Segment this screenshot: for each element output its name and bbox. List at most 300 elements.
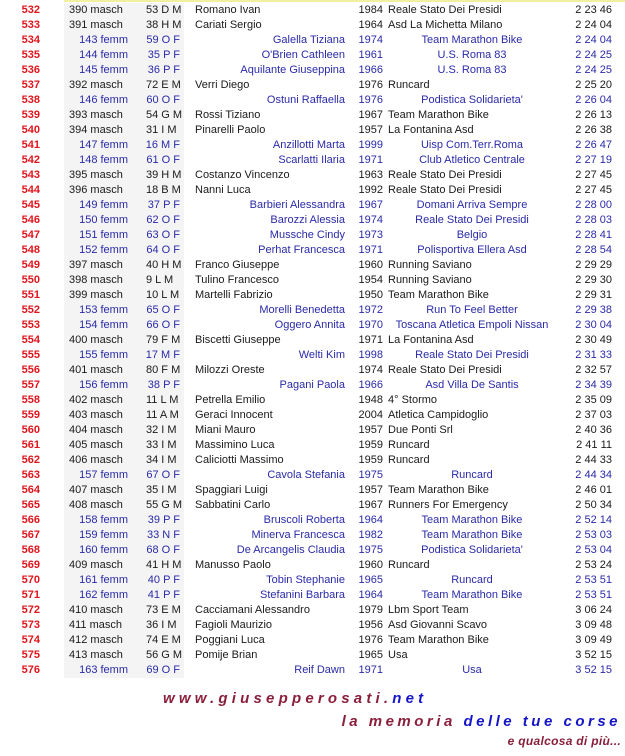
rank-cell: 552 (21, 304, 40, 316)
birth-year-cell: 1960 (358, 559, 383, 571)
athlete-name-cell: Barozzi Alessia (270, 214, 345, 226)
table-row (0, 228, 625, 243)
finish-time-cell: 2 35 09 (575, 394, 612, 406)
gender-position-cell: 161 femm (79, 574, 128, 586)
table-row (0, 618, 625, 633)
gender-position-cell: 394 masch (69, 124, 123, 136)
category-position-cell: 18 B M (146, 184, 181, 196)
finish-time-cell: 3 09 48 (575, 619, 612, 631)
gender-position-cell: 149 femm (79, 199, 128, 211)
rank-cell: 533 (21, 19, 40, 31)
rank-cell: 564 (21, 484, 40, 496)
tagline (342, 713, 621, 730)
gender-position-cell: 152 femm (79, 244, 128, 256)
gender-position-cell: 148 femm (79, 154, 128, 166)
birth-year-cell: 1963 (358, 169, 383, 181)
category-position-cell: 53 D M (146, 4, 182, 16)
rank-cell: 532 (21, 4, 40, 16)
gender-position-cell: 405 masch (69, 439, 123, 451)
rank-cell: 554 (21, 334, 40, 346)
category-position-cell: 80 F M (146, 364, 181, 376)
athlete-name-cell: Stefanini Barbara (260, 589, 345, 601)
athlete-name-cell: Verri Diego (195, 79, 250, 91)
birth-year-cell: 1972 (358, 304, 383, 316)
athlete-name-cell: Miani Mauro (195, 424, 256, 436)
athlete-name-cell: Fagioli Maurizio (195, 619, 273, 631)
rank-cell: 547 (21, 229, 40, 241)
team-cell: La Fontanina Asd (388, 334, 474, 346)
team-cell: Reale Stato Dei Presidi (415, 349, 529, 361)
category-position-cell: 64 O F (146, 244, 180, 256)
team-cell: Team Marathon Bike (421, 34, 523, 46)
team-cell: 4° Stormo (388, 394, 438, 406)
category-position-cell: 66 O F (146, 319, 180, 331)
table-row (0, 108, 625, 123)
gender-position-cell: 395 masch (69, 169, 123, 181)
table-row (0, 528, 625, 543)
athlete-name-cell: Nanni Luca (195, 184, 251, 196)
gender-position-cell: 146 femm (79, 94, 128, 106)
finish-time-cell: 2 53 51 (575, 589, 612, 601)
gender-position-cell: 397 masch (69, 259, 123, 271)
athlete-name-cell: Manusso Paolo (195, 559, 271, 571)
table-row (0, 483, 625, 498)
table-row (0, 138, 625, 153)
table-row (0, 393, 625, 408)
table-row (0, 408, 625, 423)
team-cell: Asd Giovanni Scavo (388, 619, 488, 631)
rank-cell: 545 (21, 199, 40, 211)
table-row (0, 3, 625, 18)
athlete-name-cell: Pinarelli Paolo (195, 124, 266, 136)
finish-time-cell: 2 53 03 (575, 529, 612, 541)
category-position-cell: 35 P F (147, 49, 180, 61)
rank-cell: 561 (21, 439, 40, 451)
gender-position-cell: 157 femm (79, 469, 128, 481)
birth-year-cell: 1974 (358, 364, 383, 376)
birth-year-cell: 1971 (358, 664, 383, 676)
birth-year-cell: 1966 (358, 379, 383, 391)
team-cell: Podistica Solidarieta' (421, 544, 523, 556)
athlete-name-cell: Petrella Emilio (195, 394, 266, 406)
team-cell: Team Marathon Bike (388, 634, 489, 646)
athlete-name-cell: Sabbatini Carlo (195, 499, 271, 511)
gender-position-cell: 410 masch (69, 604, 123, 616)
team-cell: U.S. Roma 83 (437, 64, 507, 76)
site-footer (0, 686, 625, 756)
tagline-part2: delle tue corse (463, 713, 621, 730)
birth-year-cell: 1971 (358, 244, 383, 256)
category-position-cell: 62 O F (146, 214, 180, 226)
rank-cell: 536 (21, 64, 40, 76)
finish-time-cell: 2 26 38 (575, 124, 612, 136)
category-position-cell: 61 O F (146, 154, 180, 166)
rank-cell: 548 (21, 244, 40, 256)
athlete-name-cell: Bruscoli Roberta (263, 514, 345, 526)
rank-cell: 553 (21, 319, 40, 331)
category-position-cell: 73 E M (146, 604, 181, 616)
category-position-cell: 74 E M (146, 634, 181, 646)
birth-year-cell: 1975 (358, 469, 383, 481)
athlete-name-cell: Aquilante Giuseppina (240, 64, 345, 76)
gender-position-cell: 390 masch (69, 4, 123, 16)
table-row (0, 93, 625, 108)
rank-cell: 575 (21, 649, 40, 661)
birth-year-cell: 1965 (358, 574, 383, 586)
gender-position-cell: 399 masch (69, 289, 123, 301)
table-row (0, 63, 625, 78)
athlete-name-cell: Oggero Annita (274, 319, 345, 331)
team-cell: Reale Stato Dei Presidi (388, 169, 502, 181)
finish-time-cell: 3 52 15 (575, 649, 612, 661)
category-position-cell: 55 G M (146, 499, 183, 511)
team-cell: U.S. Roma 83 (437, 49, 507, 61)
birth-year-cell: 1999 (358, 139, 383, 151)
category-position-cell: 39 H M (146, 169, 182, 181)
birth-year-cell: 2004 (358, 409, 383, 421)
rank-cell: 556 (21, 364, 40, 376)
birth-year-cell: 1973 (358, 229, 383, 241)
finish-time-cell: 3 06 24 (575, 604, 612, 616)
table-row (0, 123, 625, 138)
tagline-secondary: e qualcosa di più... (507, 734, 621, 748)
finish-time-cell: 2 41 11 (576, 439, 612, 451)
finish-time-cell: 2 27 45 (575, 184, 612, 196)
category-position-cell: 54 G M (146, 109, 183, 121)
table-row (0, 648, 625, 663)
birth-year-cell: 1974 (358, 34, 383, 46)
athlete-name-cell: Welti Kim (298, 349, 345, 361)
table-row (0, 213, 625, 228)
gender-position-cell: 396 masch (69, 184, 123, 196)
birth-year-cell: 1964 (358, 589, 383, 601)
gender-position-cell: 398 masch (69, 274, 123, 286)
finish-time-cell: 2 44 33 (575, 454, 612, 466)
athlete-name-cell: Ostuni Raffaella (266, 94, 345, 106)
category-position-cell: 40 H M (146, 259, 182, 271)
rank-cell: 559 (21, 409, 40, 421)
birth-year-cell: 1971 (358, 154, 383, 166)
rank-cell: 562 (21, 454, 40, 466)
gender-position-cell: 404 masch (69, 424, 123, 436)
team-cell: Running Saviano (388, 274, 472, 286)
rank-cell: 538 (21, 94, 40, 106)
category-position-cell: 31 I M (146, 124, 177, 136)
team-cell: Runcard (451, 574, 493, 586)
table-row (0, 18, 625, 33)
gender-position-cell: 163 femm (79, 664, 128, 676)
team-cell: Runcard (451, 469, 493, 481)
birth-year-cell: 1976 (358, 634, 383, 646)
athlete-name-cell: Anzillotti Marta (272, 139, 345, 151)
athlete-name-cell: Caliciotti Massimo (195, 454, 284, 466)
category-position-cell: 17 M F (145, 349, 180, 361)
table-row (0, 183, 625, 198)
birth-year-cell: 1950 (358, 289, 383, 301)
athlete-name-cell: Cariati Sergio (195, 19, 262, 31)
rank-cell: 543 (21, 169, 40, 181)
category-position-cell: 37 P F (147, 199, 180, 211)
rank-cell: 555 (21, 349, 40, 361)
birth-year-cell: 1959 (358, 454, 383, 466)
gender-position-cell: 151 femm (79, 229, 128, 241)
table-row (0, 513, 625, 528)
rank-cell: 569 (21, 559, 40, 571)
birth-year-cell: 1975 (358, 544, 383, 556)
birth-year-cell: 1979 (358, 604, 383, 616)
team-cell: Polisportiva Ellera Asd (417, 244, 527, 256)
athlete-name-cell: Costanzo Vincenzo (195, 169, 290, 181)
team-cell: Team Marathon Bike (388, 289, 489, 301)
rank-cell: 541 (21, 139, 40, 151)
rank-cell: 551 (21, 289, 40, 301)
finish-time-cell: 2 53 24 (575, 559, 612, 571)
finish-time-cell: 2 32 57 (575, 364, 612, 376)
finish-time-cell: 2 25 20 (575, 79, 612, 91)
rank-cell: 571 (21, 589, 40, 601)
gender-position-cell: 159 femm (79, 529, 128, 541)
athlete-name-cell: Romano Ivan (195, 4, 261, 16)
category-position-cell: 39 P F (147, 514, 180, 526)
team-cell: Belgio (456, 229, 488, 241)
category-position-cell: 72 E M (146, 79, 181, 91)
table-row (0, 633, 625, 648)
finish-time-cell: 2 23 46 (575, 4, 612, 16)
table-row (0, 588, 625, 603)
category-position-cell: 67 O F (146, 469, 180, 481)
team-cell: Domani Arriva Sempre (416, 199, 528, 211)
finish-time-cell: 2 27 45 (575, 169, 612, 181)
finish-time-cell: 2 28 41 (575, 229, 612, 241)
athlete-name-cell: Martelli Fabrizio (195, 289, 273, 301)
category-position-cell: 16 M F (145, 139, 180, 151)
athlete-name-cell: Pomije Brian (195, 649, 258, 661)
birth-year-cell: 1960 (358, 259, 383, 271)
athlete-name-cell: Pagani Paola (279, 379, 345, 391)
rank-cell: 549 (21, 259, 40, 271)
rank-cell: 560 (21, 424, 40, 436)
finish-time-cell: 2 29 29 (575, 259, 612, 271)
table-row (0, 288, 625, 303)
team-cell: Asd La Michetta Milano (388, 19, 503, 31)
finish-time-cell: 2 26 13 (575, 109, 612, 121)
category-position-cell: 59 O F (146, 34, 180, 46)
rank-cell: 570 (21, 574, 40, 586)
birth-year-cell: 1967 (358, 199, 383, 211)
team-cell: Team Marathon Bike (388, 109, 489, 121)
birth-year-cell: 1992 (358, 184, 383, 196)
gender-position-cell: 408 masch (69, 499, 123, 511)
athlete-name-cell: Reif Dawn (294, 664, 345, 676)
finish-time-cell: 2 24 04 (575, 34, 612, 46)
gender-position-cell: 393 masch (69, 109, 123, 121)
team-cell: Team Marathon Bike (388, 484, 489, 496)
gender-position-cell: 162 femm (79, 589, 128, 601)
team-cell: Team Marathon Bike (421, 589, 523, 601)
finish-time-cell: 2 30 04 (575, 319, 612, 331)
birth-year-cell: 1961 (358, 49, 383, 61)
category-position-cell: 11 A M (146, 409, 179, 421)
category-position-cell: 41 P F (147, 589, 180, 601)
category-position-cell: 10 L M (146, 289, 180, 301)
finish-time-cell: 2 29 38 (575, 304, 612, 316)
table-row (0, 573, 625, 588)
team-cell: Runcard (388, 439, 430, 451)
team-cell: Runners For Emergency (388, 499, 508, 511)
category-position-cell: 38 H M (146, 19, 182, 31)
gender-position-cell: 144 femm (79, 49, 128, 61)
team-cell: Toscana Atletica Empoli Nissan (395, 319, 549, 331)
athlete-name-cell: Perhat Francesca (258, 244, 345, 256)
finish-time-cell: 3 09 49 (575, 634, 612, 646)
table-row (0, 348, 625, 363)
team-cell: Due Ponti Srl (388, 424, 453, 436)
category-position-cell: 68 O F (146, 544, 180, 556)
table-row (0, 558, 625, 573)
athlete-name-cell: Poggiani Luca (195, 634, 265, 646)
team-cell: Runcard (388, 559, 430, 571)
team-cell: Reale Stato Dei Presidi (415, 214, 529, 226)
birth-year-cell: 1974 (358, 214, 383, 226)
table-row (0, 453, 625, 468)
athlete-name-cell: Geraci Innocent (195, 409, 273, 421)
gender-position-cell: 403 masch (69, 409, 123, 421)
table-row (0, 468, 625, 483)
rank-cell: 563 (21, 469, 40, 481)
finish-time-cell: 2 24 25 (575, 49, 612, 61)
athlete-name-cell: Scarlatti Ilaria (278, 154, 345, 166)
finish-time-cell: 2 52 14 (575, 514, 612, 526)
finish-time-cell: 2 53 04 (575, 544, 612, 556)
team-cell: Usa (388, 649, 408, 661)
birth-year-cell: 1956 (358, 619, 383, 631)
athlete-name-cell: Mussche Cindy (269, 229, 345, 241)
finish-time-cell: 2 24 25 (575, 64, 612, 76)
birth-year-cell: 1964 (358, 19, 383, 31)
table-row (0, 363, 625, 378)
birth-year-cell: 1965 (358, 649, 383, 661)
birth-year-cell: 1971 (358, 334, 383, 346)
birth-year-cell: 1964 (358, 514, 383, 526)
athlete-name-cell: Tobin Stephanie (266, 574, 345, 586)
finish-time-cell: 2 28 03 (575, 214, 612, 226)
category-position-cell: 63 O F (146, 229, 180, 241)
team-cell: Runcard (388, 79, 430, 91)
birth-year-cell: 1959 (358, 439, 383, 451)
site-url[interactable] (163, 690, 427, 707)
category-position-cell: 36 P F (147, 64, 180, 76)
gender-position-cell: 158 femm (79, 514, 128, 526)
birth-year-cell: 1957 (358, 484, 383, 496)
team-cell: Reale Stato Dei Presidi (388, 4, 502, 16)
rank-cell: 572 (21, 604, 40, 616)
gender-position-cell: 407 masch (69, 484, 123, 496)
finish-time-cell: 2 27 19 (575, 154, 612, 166)
table-row (0, 333, 625, 348)
table-row (0, 543, 625, 558)
athlete-name-cell: Massimino Luca (195, 439, 275, 451)
table-row (0, 33, 625, 48)
team-cell: Reale Stato Dei Presidi (388, 364, 502, 376)
finish-time-cell: 2 26 47 (575, 139, 612, 151)
athlete-name-cell: Biscetti Giuseppe (195, 334, 281, 346)
table-row (0, 153, 625, 168)
finish-time-cell: 2 31 33 (575, 349, 612, 361)
category-position-cell: 32 I M (146, 424, 177, 436)
athlete-name-cell: Rossi Tiziano (195, 109, 261, 121)
team-cell: Podistica Solidarieta' (421, 94, 523, 106)
category-position-cell: 34 I M (146, 454, 177, 466)
gender-position-cell: 147 femm (79, 139, 128, 151)
category-position-cell: 35 I M (146, 484, 177, 496)
category-position-cell: 79 F M (146, 334, 181, 346)
rank-cell: 546 (21, 214, 40, 226)
table-row (0, 423, 625, 438)
table-row (0, 498, 625, 513)
birth-year-cell: 1982 (358, 529, 383, 541)
category-position-cell: 9 L M (146, 274, 174, 286)
gender-position-cell: 392 masch (69, 79, 123, 91)
gender-position-cell: 406 masch (69, 454, 123, 466)
category-position-cell: 41 H M (146, 559, 182, 571)
finish-time-cell: 2 46 01 (575, 484, 612, 496)
gender-position-cell: 150 femm (79, 214, 128, 226)
gender-position-cell: 145 femm (79, 64, 128, 76)
finish-time-cell: 2 37 03 (575, 409, 612, 421)
category-position-cell: 38 P F (147, 379, 180, 391)
header-highlight-bar (64, 0, 625, 2)
table-row (0, 303, 625, 318)
gender-position-cell: 400 masch (69, 334, 123, 346)
birth-year-cell: 1966 (358, 64, 383, 76)
gender-position-cell: 402 masch (69, 394, 123, 406)
team-cell: La Fontanina Asd (388, 124, 474, 136)
finish-time-cell: 2 24 04 (575, 19, 612, 31)
gender-position-cell: 156 femm (79, 379, 128, 391)
team-cell: Asd Villa De Santis (425, 379, 519, 391)
category-position-cell: 69 O F (146, 664, 180, 676)
rank-cell: 566 (21, 514, 40, 526)
site-url-tld: net (392, 690, 428, 707)
birth-year-cell: 1998 (358, 349, 383, 361)
rank-cell: 544 (21, 184, 40, 196)
athlete-name-cell: Galella Tiziana (272, 34, 345, 46)
finish-time-cell: 2 29 31 (575, 289, 612, 301)
team-cell: Usa (462, 664, 482, 676)
category-position-cell: 36 I M (146, 619, 177, 631)
table-row (0, 378, 625, 393)
category-position-cell: 65 O F (146, 304, 180, 316)
birth-year-cell: 1976 (358, 94, 383, 106)
birth-year-cell: 1984 (358, 4, 383, 16)
gender-position-cell: 409 masch (69, 559, 123, 571)
finish-time-cell: 2 26 04 (575, 94, 612, 106)
team-cell: Team Marathon Bike (421, 514, 523, 526)
gender-position-cell: 411 masch (69, 619, 122, 631)
table-row (0, 603, 625, 618)
birth-year-cell: 1967 (358, 109, 383, 121)
gender-position-cell: 413 masch (69, 649, 123, 661)
athlete-name-cell: Morelli Benedetta (259, 304, 345, 316)
birth-year-cell: 1957 (358, 424, 383, 436)
category-position-cell: 33 N F (146, 529, 180, 541)
athlete-name-cell: Spaggiari Luigi (195, 484, 268, 496)
rank-cell: 567 (21, 529, 40, 541)
birth-year-cell: 1954 (358, 274, 383, 286)
table-row (0, 258, 625, 273)
team-cell: Reale Stato Dei Presidi (388, 184, 502, 196)
athlete-name-cell: Minerva Francesca (251, 529, 345, 541)
